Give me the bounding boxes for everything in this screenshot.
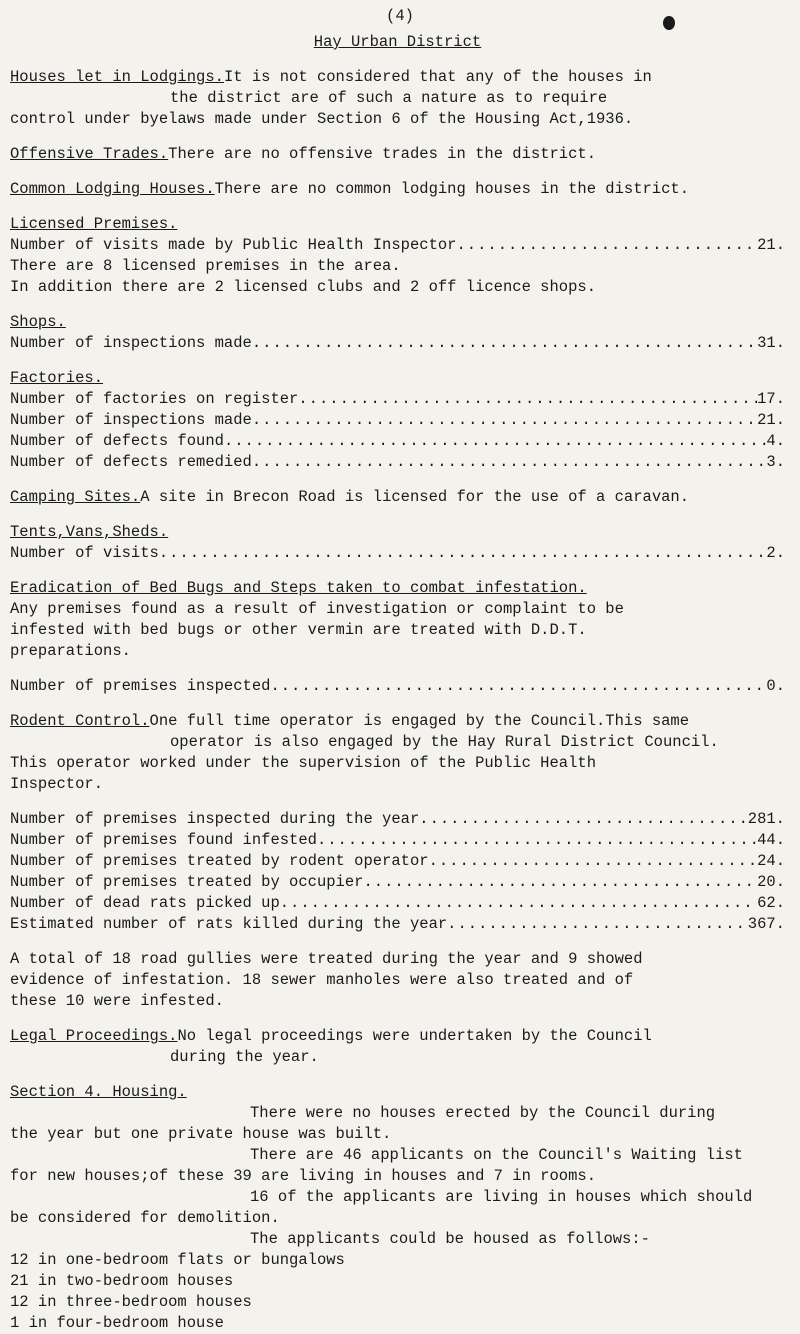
row-value: 31.	[757, 334, 785, 352]
housing-para-3a: 16 of the applicants are living in houses which should	[250, 1188, 753, 1206]
section-rodent-control	[10, 711, 785, 1012]
list-item: 12 in one-bedroom flats or bungalows	[10, 1251, 345, 1269]
row-value: 17.	[757, 390, 785, 408]
row-value: 21.	[757, 411, 785, 429]
common-lodging-heading: Common Lodging Houses.	[10, 180, 215, 198]
row-label: Estimated number of rats killed during the year	[10, 915, 448, 933]
row-value: 21.	[757, 236, 785, 254]
licensed-visits-row	[10, 235, 785, 256]
row-label: Number of premises found infested	[10, 831, 317, 849]
table-row	[10, 830, 785, 851]
licensed-heading: Licensed Premises.	[10, 215, 178, 233]
row-label: Number of visits made by Public Health Inspector	[10, 236, 457, 254]
rodent-text-4: Inspector.	[10, 775, 104, 793]
list-item: 12 in three-bedroom houses	[10, 1293, 252, 1311]
table-row	[10, 809, 785, 830]
rodent-heading: Rodent Control.	[10, 712, 150, 730]
row-value: 367.	[747, 915, 785, 933]
houses-let-text: It is not considered that any of the houses in	[223, 68, 652, 86]
row-label: Number of premises inspected during the year	[10, 810, 420, 828]
row-value: 4.	[766, 432, 785, 450]
row-label: Number of defects found	[10, 432, 224, 450]
houses-let-text-2: the district are of such a nature as to require	[170, 89, 608, 107]
housing-para-3b: be considered for demolition.	[10, 1209, 280, 1227]
table-row	[10, 452, 785, 473]
shops-inspections-row	[10, 333, 785, 354]
bed-bugs-inspected-row	[10, 676, 785, 697]
row-label: Number of premises treated by occupier	[10, 873, 364, 891]
licensed-line-2: In addition there are 2 licensed clubs and 2 off licence shops.	[10, 278, 596, 296]
licensed-line-1: There are 8 licensed premises in the area.	[10, 257, 401, 275]
section-tents-vans-sheds	[10, 522, 785, 564]
row-value: 24.	[757, 852, 785, 870]
row-value: 44.	[757, 831, 785, 849]
row-value: 20.	[757, 873, 785, 891]
common-lodging-text: There are no common lodging houses in the district.	[214, 180, 690, 198]
table-row	[10, 872, 785, 893]
housing-para-1b: the year but one private house was built.	[10, 1125, 392, 1143]
gullies-text-1: A total of 18 road gullies were treated during the year and 9 showed	[10, 950, 643, 968]
camping-text: A site in Brecon Road is licensed for the use of a caravan.	[140, 488, 690, 506]
camping-heading: Camping Sites.	[10, 488, 141, 506]
offensive-heading: Offensive Trades.	[10, 145, 169, 163]
offensive-text: There are no offensive trades in the district.	[168, 145, 597, 163]
row-label: Number of inspections made	[10, 334, 252, 352]
table-row	[10, 914, 785, 935]
table-row	[10, 851, 785, 872]
list-item: 1 in four-bedroom house	[10, 1314, 224, 1332]
housing-para-2b: for new houses;of these 39 are living in houses and 7 in rooms.	[10, 1167, 596, 1185]
bed-bugs-text-3: preparations.	[10, 642, 131, 660]
row-label: Number of defects remedied	[10, 453, 252, 471]
row-label: Number of inspections made	[10, 411, 252, 429]
row-label: Number of factories on register	[10, 390, 299, 408]
section-legal-proceedings	[10, 1026, 785, 1068]
list-item: 21 in two-bedroom houses	[10, 1272, 234, 1290]
bed-bugs-text-2: infested with bed bugs or other vermin are treated with D.D.T.	[10, 621, 587, 639]
row-value: 2.	[766, 544, 785, 562]
shops-heading: Shops.	[10, 313, 66, 331]
rodent-text-1: One full time operator is engaged by the Council.This same	[149, 712, 690, 730]
row-value: 3.	[766, 453, 785, 471]
row-label: Number of visits	[10, 544, 159, 562]
page-number: (4)	[386, 7, 414, 25]
table-row	[10, 431, 785, 452]
bed-bugs-text-1: Any premises found as a result of investigation or complaint to be	[10, 600, 624, 618]
document-body	[10, 32, 785, 1334]
housing-para-1a: There were no houses erected by the Council during	[250, 1104, 716, 1122]
section-houses-let	[10, 67, 785, 130]
section-factories	[10, 368, 785, 473]
housing-para-4: The applicants could be housed as follows:-	[250, 1230, 650, 1248]
row-label: Number of premises inspected	[10, 677, 271, 695]
factories-heading: Factories.	[10, 369, 104, 387]
legal-heading: Legal Proceedings.	[10, 1027, 178, 1045]
table-row	[10, 893, 785, 914]
page-title: Hay Urban District	[313, 33, 482, 51]
section-shops	[10, 312, 785, 354]
gullies-text-3: these 10 were infested.	[10, 992, 224, 1010]
section-housing	[10, 1082, 785, 1334]
bed-bugs-heading: Eradication of Bed Bugs and Steps taken to combat infestation.	[10, 579, 587, 597]
section-camping-sites	[10, 487, 785, 508]
section-licensed-premises	[10, 214, 785, 298]
gullies-text-2: evidence of infestation. 18 sewer manholes were also treated and of	[10, 971, 634, 989]
row-label: Number of dead rats picked up	[10, 894, 280, 912]
section-common-lodging	[10, 179, 785, 200]
row-label: Number of premises treated by rodent operator	[10, 852, 429, 870]
table-row	[10, 389, 785, 410]
houses-let-heading: Houses let in Lodgings.	[10, 68, 224, 86]
rodent-text-3: This operator worked under the supervision of the Public Health	[10, 754, 596, 772]
row-value: 281.	[747, 810, 785, 828]
table-row	[10, 410, 785, 431]
housing-heading: Section 4. Housing.	[10, 1083, 187, 1101]
tents-heading: Tents,Vans,Sheds.	[10, 523, 169, 541]
housing-para-2a: There are 46 applicants on the Council's Waiting list	[250, 1146, 743, 1164]
rodent-text-2: operator is also engaged by the Hay Rural District Council.	[170, 733, 719, 751]
section-offensive-trades	[10, 144, 785, 165]
row-value: 0.	[766, 677, 785, 695]
punch-hole-mark	[663, 16, 675, 30]
tents-visits-row	[10, 543, 785, 564]
row-value: 62.	[757, 894, 785, 912]
houses-let-text-3: control under byelaws made under Section 6 of the Housing Act,1936.	[10, 110, 634, 128]
section-bed-bugs	[10, 578, 785, 697]
legal-text-1: No legal proceedings were undertaken by the Council	[177, 1027, 652, 1045]
legal-text-2: during the year.	[170, 1048, 319, 1066]
